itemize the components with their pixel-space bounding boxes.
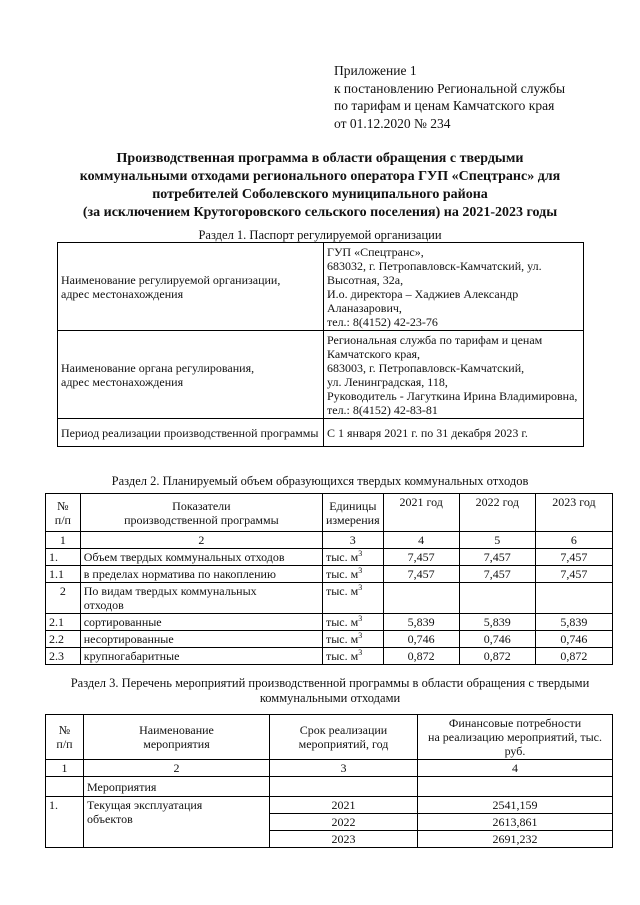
index-cell: 1 bbox=[46, 760, 84, 777]
row-number: 2.2 bbox=[46, 631, 81, 648]
unit-exponent: 3 bbox=[358, 549, 363, 558]
row-number: 1.1 bbox=[46, 566, 81, 583]
title-line: (за исключением Крутогоровского сельского поселения) на 2021-2023 годы bbox=[82, 205, 558, 220]
value-2022: 0,872 bbox=[459, 648, 535, 665]
index-cell: 3 bbox=[323, 532, 384, 549]
table-row bbox=[46, 648, 613, 665]
table-header-row bbox=[46, 494, 613, 532]
value-2021: 0,746 bbox=[383, 631, 459, 648]
column-header: 2021 год bbox=[383, 494, 459, 532]
unit-text: тыс. м bbox=[326, 567, 359, 581]
column-header: № п/п bbox=[46, 715, 84, 760]
unit-cell bbox=[323, 549, 384, 566]
table-row bbox=[58, 419, 584, 447]
column-header: Срок реализации мероприятий, год bbox=[270, 715, 418, 760]
column-header: № п/п bbox=[46, 494, 81, 532]
table-row bbox=[58, 331, 584, 419]
row-name: в пределах норматива по накоплению bbox=[80, 566, 322, 583]
unit-exponent: 3 bbox=[358, 583, 363, 592]
unit-text: тыс. м bbox=[326, 615, 359, 629]
column-header: 2023 год bbox=[535, 494, 612, 532]
row-name: крупногабаритные bbox=[80, 648, 322, 665]
value-2021: 5,839 bbox=[383, 614, 459, 631]
passport-value: ГУП «Спецтранс», 683032, г. Петропавловск-Камчатский, ул. Высотная, 32а, И.о. директора – Хаджиев Александр Аланазарович, тел.: 8(4152) 42-23-76 bbox=[324, 243, 584, 331]
group-label: Мероприятия bbox=[84, 777, 270, 797]
passport-value: Региональная служба по тарифам и ценам Камчатского края, 683003, г. Петропавловск-Камчатский, ул. Ленинградская, 118, Руководитель - Лагуткина Ирина Владимировна, тел.: 8(4152) 42-83-81 bbox=[324, 331, 584, 419]
value-2021: 7,457 bbox=[383, 549, 459, 566]
column-header: Единицы измерения bbox=[323, 494, 384, 532]
row-number: 2.1 bbox=[46, 614, 81, 631]
table-row bbox=[46, 566, 613, 583]
value-2022: 7,457 bbox=[459, 566, 535, 583]
row-name-text: По видам твердых коммунальных отходов bbox=[83, 584, 257, 612]
table-row bbox=[46, 583, 613, 614]
unit-text: тыс. м bbox=[326, 649, 359, 663]
title-line: потребителей Соболевского муниципального района bbox=[152, 187, 488, 202]
measures-table bbox=[45, 714, 613, 848]
index-cell: 2 bbox=[80, 532, 322, 549]
value-2022: 0,746 bbox=[459, 631, 535, 648]
measure-name: Текущая эксплуатация объектов bbox=[84, 797, 270, 848]
row-number: 1. bbox=[46, 797, 84, 848]
unit-cell bbox=[323, 583, 384, 614]
year-cell: 2021 bbox=[270, 797, 418, 814]
table-row bbox=[46, 549, 613, 566]
passport-label: Наименование регулируемой организации, адрес местонахождения bbox=[58, 243, 324, 331]
index-cell: 2 bbox=[84, 760, 270, 777]
empty-cell bbox=[270, 777, 418, 797]
section2-caption: Раздел 2. Планируемый объем образующихся твердых коммунальных отходов bbox=[111, 474, 529, 488]
value-2023: 7,457 bbox=[535, 566, 612, 583]
row-name: несортированные bbox=[80, 631, 322, 648]
year-cell: 2022 bbox=[270, 814, 418, 831]
amount-cell: 2613,861 bbox=[418, 814, 613, 831]
value-2022 bbox=[459, 583, 535, 614]
empty-cell bbox=[418, 777, 613, 797]
unit-cell bbox=[323, 631, 384, 648]
index-cell: 4 bbox=[383, 532, 459, 549]
passport-label: Наименование органа регулирования, адрес местонахождения bbox=[58, 331, 324, 419]
index-cell: 3 bbox=[270, 760, 418, 777]
column-header: Наименование мероприятия bbox=[84, 715, 270, 760]
appendix-line: по тарифам и ценам Камчатского края bbox=[334, 98, 555, 113]
value-2022: 7,457 bbox=[459, 549, 535, 566]
unit-cell bbox=[323, 648, 384, 665]
year-cell: 2023 bbox=[270, 831, 418, 848]
waste-volume-table bbox=[45, 493, 613, 665]
appendix-line: к постановлению Региональной службы bbox=[334, 80, 566, 96]
column-header: Финансовые потребности на реализацию мероприятий, тыс. руб. bbox=[418, 715, 613, 760]
title-line: Производственная программа в области обращения с твердыми bbox=[116, 151, 524, 166]
column-header: Показатели производственной программы bbox=[80, 494, 322, 532]
document-title bbox=[40, 150, 600, 222]
value-2021: 0,872 bbox=[383, 648, 459, 665]
value-2023 bbox=[535, 583, 612, 614]
unit-exponent: 3 bbox=[358, 631, 363, 640]
value-2021: 7,457 bbox=[383, 566, 459, 583]
row-name: сортированные bbox=[80, 614, 322, 631]
unit-text: тыс. м bbox=[326, 632, 359, 646]
passport-label: Период реализации производственной программы bbox=[58, 419, 324, 447]
table-row bbox=[46, 614, 613, 631]
row-number: 1. bbox=[46, 549, 81, 566]
value-2023: 5,839 bbox=[535, 614, 612, 631]
row-number: 2 bbox=[46, 583, 81, 614]
appendix-line: Приложение 1 bbox=[334, 63, 417, 78]
table-row bbox=[58, 243, 584, 331]
index-row bbox=[46, 760, 613, 777]
row-name: Объем твердых коммунальных отходов bbox=[80, 549, 322, 566]
index-cell: 5 bbox=[459, 532, 535, 549]
index-cell: 4 bbox=[418, 760, 613, 777]
unit-cell bbox=[323, 614, 384, 631]
table-row bbox=[46, 631, 613, 648]
passport-value: С 1 января 2021 г. по 31 декабря 2023 г. bbox=[324, 419, 584, 447]
table-header-row bbox=[46, 715, 613, 760]
table-row bbox=[46, 797, 613, 814]
appendix-block bbox=[334, 62, 565, 132]
empty-cell bbox=[46, 777, 84, 797]
unit-text: тыс. м bbox=[326, 550, 359, 564]
section3-caption: Раздел 3. Перечень мероприятий производственной программы в области обращения с твердыми коммунальными отходами bbox=[70, 676, 590, 705]
index-cell: 6 bbox=[535, 532, 612, 549]
unit-text: тыс. м bbox=[326, 584, 359, 598]
title-line: коммунальными отходами регионального оператора ГУП «Спецтранс» для bbox=[79, 169, 561, 184]
section1-caption: Раздел 1. Паспорт регулируемой организации bbox=[198, 228, 442, 242]
appendix-line: от 01.12.2020 № 234 bbox=[334, 115, 451, 131]
unit-cell bbox=[323, 566, 384, 583]
amount-cell: 2541,159 bbox=[418, 797, 613, 814]
unit-exponent: 3 bbox=[358, 566, 363, 575]
passport-table bbox=[57, 242, 584, 447]
row-number: 2.3 bbox=[46, 648, 81, 665]
column-header: 2022 год bbox=[459, 494, 535, 532]
row-name bbox=[80, 583, 322, 614]
amount-cell: 2691,232 bbox=[418, 831, 613, 848]
unit-exponent: 3 bbox=[358, 614, 363, 623]
value-2021 bbox=[383, 583, 459, 614]
group-row bbox=[46, 777, 613, 797]
value-2023: 0,746 bbox=[535, 631, 612, 648]
value-2023: 7,457 bbox=[535, 549, 612, 566]
value-2022: 5,839 bbox=[459, 614, 535, 631]
index-cell: 1 bbox=[46, 532, 81, 549]
index-row bbox=[46, 532, 613, 549]
value-2023: 0,872 bbox=[535, 648, 612, 665]
unit-exponent: 3 bbox=[358, 648, 363, 657]
